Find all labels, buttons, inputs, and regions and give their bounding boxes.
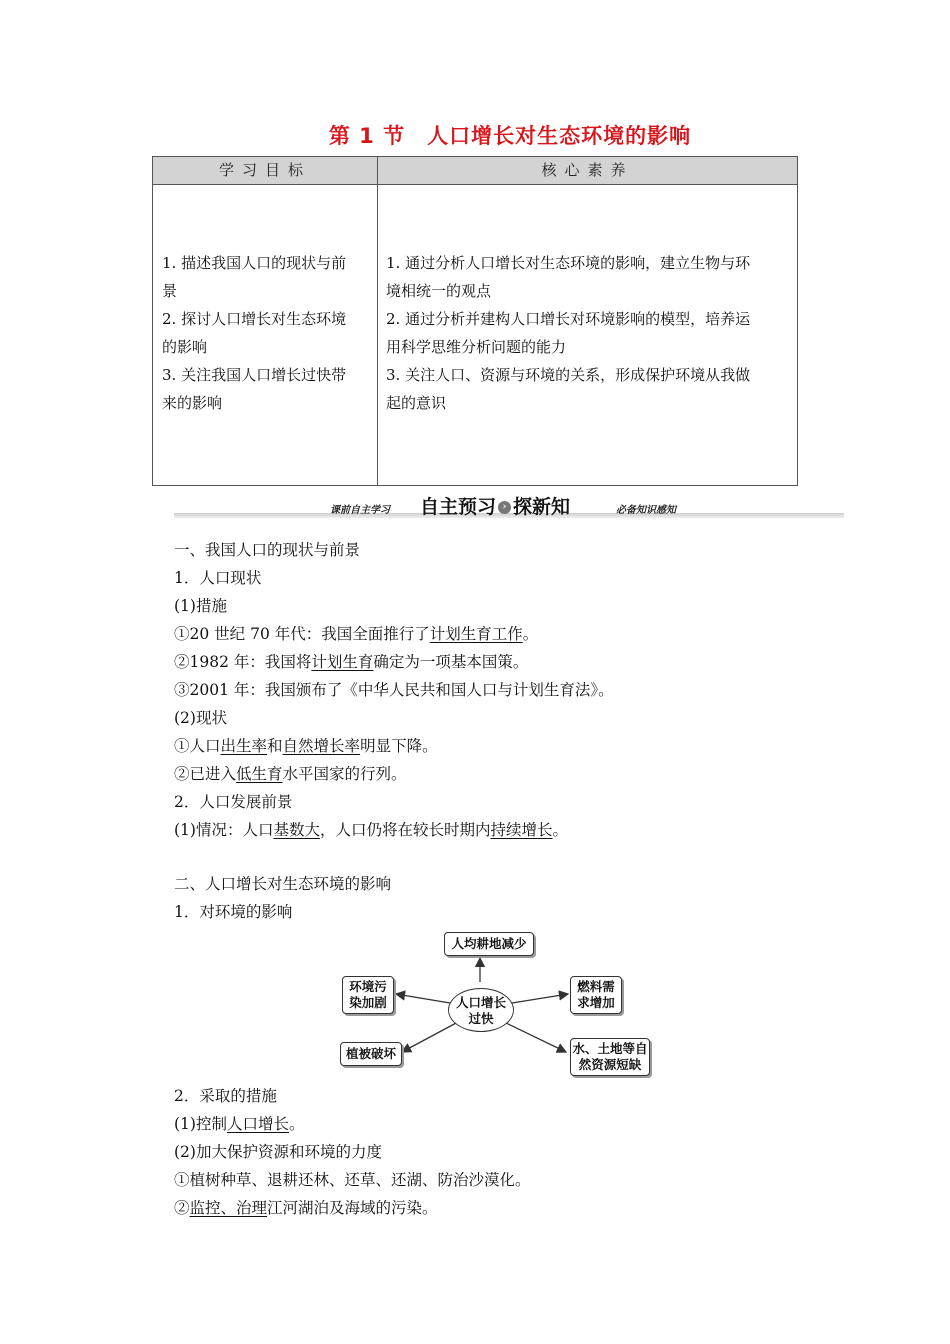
text-line	[174, 622, 538, 644]
section-heading: 二、人口增长对生态环境的影响	[174, 875, 392, 893]
learning-goals-cell	[162, 249, 346, 417]
underlined-answer: 持续增长	[490, 821, 553, 839]
underlined-answer: 计划生育工作	[429, 625, 523, 643]
node-label: 人均耕地减少	[451, 936, 527, 951]
text: 和	[267, 737, 283, 755]
subheading: 2．采取的措施	[174, 1087, 277, 1105]
objectives-table	[152, 156, 798, 486]
node-fuel-demand	[570, 976, 622, 1014]
goal-line: 3. 关注我国人口增长过快带	[162, 366, 347, 384]
text-line: ③2001 年：我国颁布了《中华人民共和国人口与计划生育法》。	[174, 681, 614, 699]
goal-line: 的影响	[162, 338, 208, 356]
underlined-answer: 基数大	[273, 821, 320, 839]
text-line	[174, 1196, 438, 1218]
goal-line: 1. 描述我国人口的现状与前	[162, 254, 347, 272]
text: ①人口	[174, 737, 221, 755]
goal-line: 景	[162, 282, 178, 300]
literacy-line: 用科学思维分析问题的能力	[386, 338, 567, 356]
text: ①20 世纪 70 年代：我国全面推行了	[174, 625, 430, 643]
text: 。	[522, 625, 539, 643]
node-label: 环境污	[349, 979, 387, 994]
text: ②已进入	[174, 765, 237, 783]
impact-diagram	[330, 928, 670, 1078]
node-label: 染加剧	[349, 995, 387, 1010]
node-label: 然资源短缺	[578, 1057, 642, 1072]
page-title: 第 1 节 人口增长对生态环境的影响	[328, 124, 692, 148]
text: (1)控制	[174, 1115, 227, 1133]
goal-line: 2. 探讨人口增长对生态环境	[162, 310, 347, 328]
text: 。	[288, 1115, 305, 1133]
arrow-icon: ›	[498, 501, 511, 514]
subheading: 1．对环境的影响	[174, 903, 293, 921]
node-pollution	[342, 976, 394, 1014]
section-heading: 一、我国人口的现状与前景	[174, 541, 361, 559]
text: ②	[174, 1199, 190, 1217]
column-divider	[377, 157, 378, 485]
arrow-left-top	[396, 994, 450, 1003]
banner-title	[420, 492, 570, 519]
text: (1)情况：人口	[174, 821, 274, 839]
subheading: 2．人口发展前景	[174, 793, 293, 811]
underlined-answer: 监控、治理	[189, 1199, 268, 1217]
underlined-answer: 人口增长	[226, 1115, 289, 1133]
node-population-growth	[448, 988, 514, 1032]
text: 江河湖泊及海域的污染。	[267, 1199, 438, 1217]
text-line	[174, 762, 407, 784]
arrow-right-top	[512, 994, 568, 1003]
banner-title-a: 自主预习	[420, 496, 497, 518]
text-line	[174, 734, 438, 756]
text-line	[174, 818, 568, 840]
node-label: 燃料需	[577, 979, 615, 994]
banner-right-label: 必备知识感知	[616, 505, 676, 516]
core-literacy-cell	[386, 249, 750, 417]
text: 。	[552, 821, 569, 839]
node-farmland	[444, 932, 534, 956]
text: 确定为一项基本国策。	[373, 653, 529, 671]
literacy-line: 境相统一的观点	[386, 282, 492, 300]
literacy-line: 1. 通过分析人口增长对生态环境的影响，建立生物与环	[386, 254, 751, 272]
literacy-line: 起的意识	[386, 394, 447, 412]
goal-line: 来的影响	[162, 394, 223, 412]
node-label: 求增加	[577, 995, 615, 1010]
text-line: ①植树种草、退耕还林、还草、还湖、防治沙漠化。	[174, 1171, 531, 1189]
header-core-literacy: 核心素养	[378, 157, 797, 185]
underlined-answer: 低生育	[236, 765, 283, 783]
banner-title-b: 探新知	[513, 496, 571, 518]
text: ，人口仍将在较长时期内	[319, 821, 491, 839]
node-label: 植被破坏	[345, 1046, 396, 1061]
text: 水平国家的行列。	[282, 765, 407, 783]
text-line	[174, 650, 528, 672]
paragraph: (2)加大保护资源和环境的力度	[174, 1143, 382, 1161]
underlined-answer: 计划生育	[311, 653, 374, 671]
node-label: 水、土地等自	[572, 1041, 648, 1056]
text: ②1982 年：我国将	[174, 653, 312, 671]
section-banner	[174, 492, 844, 522]
text: 明显下降。	[360, 737, 438, 755]
underlined-answer: 自然增长率	[282, 737, 361, 755]
subheading: 1．人口现状	[174, 569, 262, 587]
literacy-line: 2. 通过分析并建构人口增长对环境影响的模型，培养运	[386, 310, 751, 328]
header-learning-goals: 学习目标	[153, 157, 377, 185]
underlined-answer: 出生率	[220, 737, 268, 755]
text-line	[174, 1112, 305, 1134]
literacy-line: 3. 关注人口、资源与环境的关系，形成保护环境从我做	[386, 366, 751, 384]
paragraph: (1)措施	[174, 597, 227, 615]
node-resource-shortage	[570, 1038, 650, 1076]
node-vegetation	[340, 1042, 402, 1066]
node-label: 人口增长	[455, 995, 506, 1010]
arrow-right-bottom	[504, 1022, 566, 1052]
node-label: 过快	[468, 1011, 494, 1026]
paragraph: (2)现状	[174, 709, 227, 727]
banner-left-label: 课前自主学习	[330, 505, 390, 516]
